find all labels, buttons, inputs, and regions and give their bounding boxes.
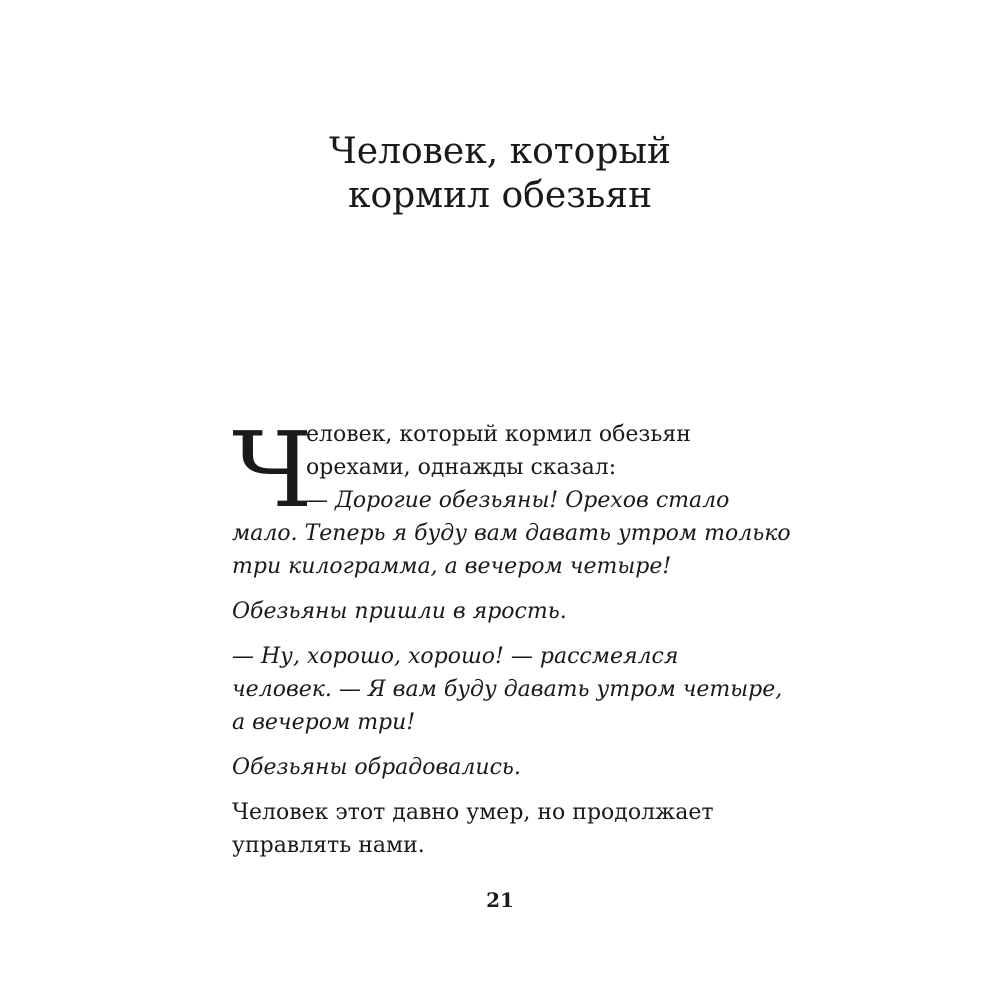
paragraph-2-line-1: Обезьяны пришли в ярость. xyxy=(232,599,567,624)
paragraph-2 xyxy=(232,595,772,628)
paragraph-3 xyxy=(232,640,783,739)
paragraph-1 xyxy=(232,409,791,583)
story-text xyxy=(232,409,791,874)
chapter-title-line-1: Человек, который xyxy=(328,131,672,172)
paragraph-3-line-1: — Ну, хорошо, хорошо! — рассмеялся xyxy=(232,644,679,669)
paragraph-5 xyxy=(232,796,772,862)
paragraph-1-line-1: еловек, который кормил обезьян xyxy=(306,422,691,447)
drop-cap: Ч xyxy=(232,409,313,531)
paragraph-1-line-4: мало. Теперь я буду вам давать утром только xyxy=(232,521,791,546)
paragraph-1-line-2: орехами, однажды сказал: xyxy=(306,455,617,480)
paragraph-1-line-3: — Дорогие обезьяны! Орехов стало xyxy=(306,488,730,513)
chapter-title-line-2: кормил обезьян xyxy=(347,175,653,216)
page-number: 21 xyxy=(486,888,514,912)
paragraph-4 xyxy=(232,751,772,784)
paragraph-1-line-5: три килограмма, а вечером четыре! xyxy=(232,554,672,579)
paragraph-3-line-3: а вечером три! xyxy=(232,710,416,735)
paragraph-4-line-1: Обезьяны обрадовались. xyxy=(232,755,521,780)
chapter-title xyxy=(0,130,1000,218)
paragraph-5-line-2: управлять нами. xyxy=(232,833,425,858)
paragraph-5-line-1: Человек этот давно умер, но продолжает xyxy=(232,800,714,825)
paragraph-3-line-2: человек. — Я вам буду давать утром четыре, xyxy=(232,677,783,702)
